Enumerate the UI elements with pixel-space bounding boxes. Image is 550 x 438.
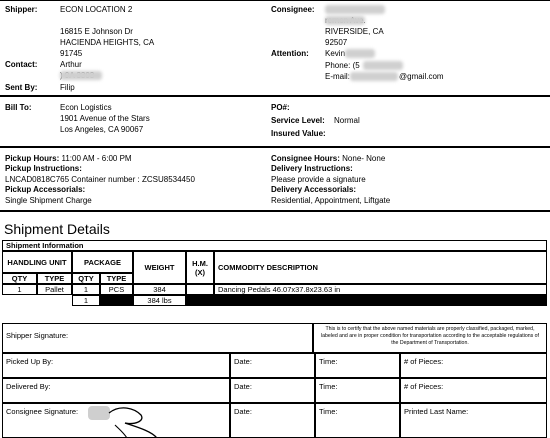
pickup-time-label: Time: [319,357,338,366]
col-hu-type [37,273,72,284]
col-weight [133,251,186,284]
delivery-time-cell [315,378,400,403]
pickup-accessorials-value: Single Shipment Charge [5,196,92,205]
redacted-email [350,72,398,81]
col-hu-qty [2,273,37,284]
row-pkg-qty [72,284,100,295]
signature-stroke-2 [125,423,157,438]
pickup-pieces-cell [400,353,547,378]
picked-up-by-label: Picked Up By: [6,357,54,366]
col-hm [186,251,214,284]
printed-last-name-label: Printed Last Name: [404,407,469,416]
delivered-by-cell [2,378,230,403]
sent-by-value: Filip [60,83,75,92]
col-package-text: PACKAGE [84,257,121,267]
bill-to-address: 1901 Avenue of the Stars [60,114,150,123]
service-level-value: Normal [334,116,360,125]
row-weight-text: 384 [153,285,166,294]
col-handling-unit-text: HANDLING UNIT [7,257,67,267]
shipment-info-header-text: Shipment Information [6,241,84,250]
delivery-instructions-value: Please provide a signature [271,175,366,184]
col-pkg-qty [72,273,100,284]
total-pkg-qty-text: 1 [83,296,89,305]
consignee-label: Consignee: [271,5,315,14]
delivered-by-label: Delivered By: [6,382,51,391]
printed-last-name-cell [400,403,547,438]
email-label: E-mail: [325,72,350,81]
row-commodity-text: Dancing Pedals 46.07x37.8x23.63 in [218,285,341,294]
redacted-consignee-name [325,5,385,14]
consignee-hours-label: Consignee Hours: [271,154,340,163]
delivery-time-label: Time: [319,382,338,391]
col-pkg-type [100,273,133,284]
row-weight [133,284,186,295]
total-pkg-type-blank [100,295,133,306]
shipper-signature-label: Shipper Signature: [6,331,69,340]
bill-to-city-state: Los Angeles, CA 90067 [60,125,144,134]
consignee-time-label: Time: [319,407,338,416]
attention-label: Attention: [271,49,309,58]
consignee-email: @gmail.com [399,72,444,81]
sent-by-label: Sent By: [5,83,38,92]
insured-value-label: Insured Value: [271,129,326,138]
divider-1 [0,95,550,97]
certification-cell [313,323,547,353]
bill-to-label: Bill To: [5,103,32,112]
col-pkg-type-text: TYPE [106,274,127,283]
divider-3 [0,210,550,212]
pickup-hours-label: Pickup Hours: [5,154,60,163]
attention-name: Kevin [325,49,346,58]
pickup-accessorials-label: Pickup Accessorials: [5,185,86,194]
col-handling-unit [2,251,72,273]
consignee-zip: 92507 [325,38,348,47]
col-hm-text: H.M. (X) [192,258,208,277]
shipper-city-state: HACIENDA HEIGHTS, CA [60,38,155,47]
row-pkg-type [100,284,133,295]
col-pkg-qty-text: QTY [78,274,94,283]
redacted-shipper-phone [60,71,102,80]
delivery-instructions-label: Delivery Instructions: [271,164,353,173]
consignee-date-label: Date: [234,407,252,416]
po-label: PO#: [271,103,290,112]
pickup-hours [5,154,132,163]
certification-text: This is to certify that the above named materials are properly classified, packaged, marked, labeled and are in proper condition for transportation according to the acceptable regulations of the Department of Transportation. [320,326,540,346]
total-weight-text: 384 lbs [147,296,172,305]
row-commodity [214,284,547,295]
shipper-zip: 91745 [60,49,83,58]
delivery-accessorials-value: Residential, Appointment, Liftgate [271,196,391,205]
service-level-label: Service Level: [271,116,325,125]
consignee-time-cell [315,403,400,438]
delivery-date-label: Date: [234,382,252,391]
shipper-signature-cell [2,323,313,353]
bill-to-name: Econ Logistics [60,103,112,112]
consignee-city-state: RIVERSIDE, CA [325,27,384,36]
delivery-accessorials-label: Delivery Accessorials: [271,185,357,194]
col-package [72,251,133,273]
shipment-details-title: Shipment Details [4,221,110,237]
shipper-name: ECON LOCATION 2 [60,5,133,14]
row-hu-qty-text: 1 [17,285,22,294]
row-hu-type-text: Pallet [45,285,64,294]
col-hu-qty-text: QTY [11,274,28,283]
consignee-hours-value: None- None [342,154,386,163]
pickup-hours-value: 11:00 AM - 6:00 PM [61,154,132,163]
col-hu-type-text: TYPE [44,274,65,283]
pickup-instructions-label: Pickup Instructions: [5,164,82,173]
redacted-attention-name [345,49,375,58]
total-commodity-blank [186,295,547,306]
col-weight-text: WEIGHT [144,263,175,272]
delivery-pieces-cell [400,378,547,403]
consignee-hours [271,154,385,163]
delivery-pieces-label: # of Pieces: [404,382,444,391]
pickup-pieces-label: # of Pieces: [404,357,444,366]
picked-up-by-cell [2,353,230,378]
row-hu-type [37,284,72,295]
redacted-signature-blur [88,406,110,420]
contact-name: Arthur [60,60,82,69]
row-hu-qty [2,284,37,295]
handwritten-signature [85,403,175,438]
consignee-signature-label: Consignee Signature: [6,407,79,416]
pickup-time-cell [315,353,400,378]
signature-stroke-3 [115,425,127,438]
row-pkg-type-text: PCS [108,285,125,294]
col-commodity-text: COMMODITY DESCRIPTION [218,263,318,272]
contact-label: Contact: [5,60,38,69]
signature-stroke-1 [109,408,142,424]
col-commodity [214,251,547,284]
delivery-date-cell [230,378,315,403]
pickup-date-cell [230,353,315,378]
top-border [0,0,550,1]
shipment-info-header [2,240,547,251]
redacted-consignee-address [325,16,365,25]
row-pkg-qty-text: 1 [83,285,89,294]
consignee-date-cell [230,403,315,438]
pickup-instructions-value: LNCAD0818C765 Container number : ZCSU8534450 [5,175,195,184]
redacted-consignee-phone [363,61,403,70]
shipper-label: Shipper: [5,5,38,14]
shipper-address: 16815 E Johnson Dr [60,27,133,36]
total-weight [133,295,186,306]
row-hm [186,284,214,295]
divider-2 [0,146,550,148]
consignee-phone: Phone: (5 [325,61,360,70]
pickup-date-label: Date: [234,357,252,366]
total-pkg-qty [72,295,100,306]
